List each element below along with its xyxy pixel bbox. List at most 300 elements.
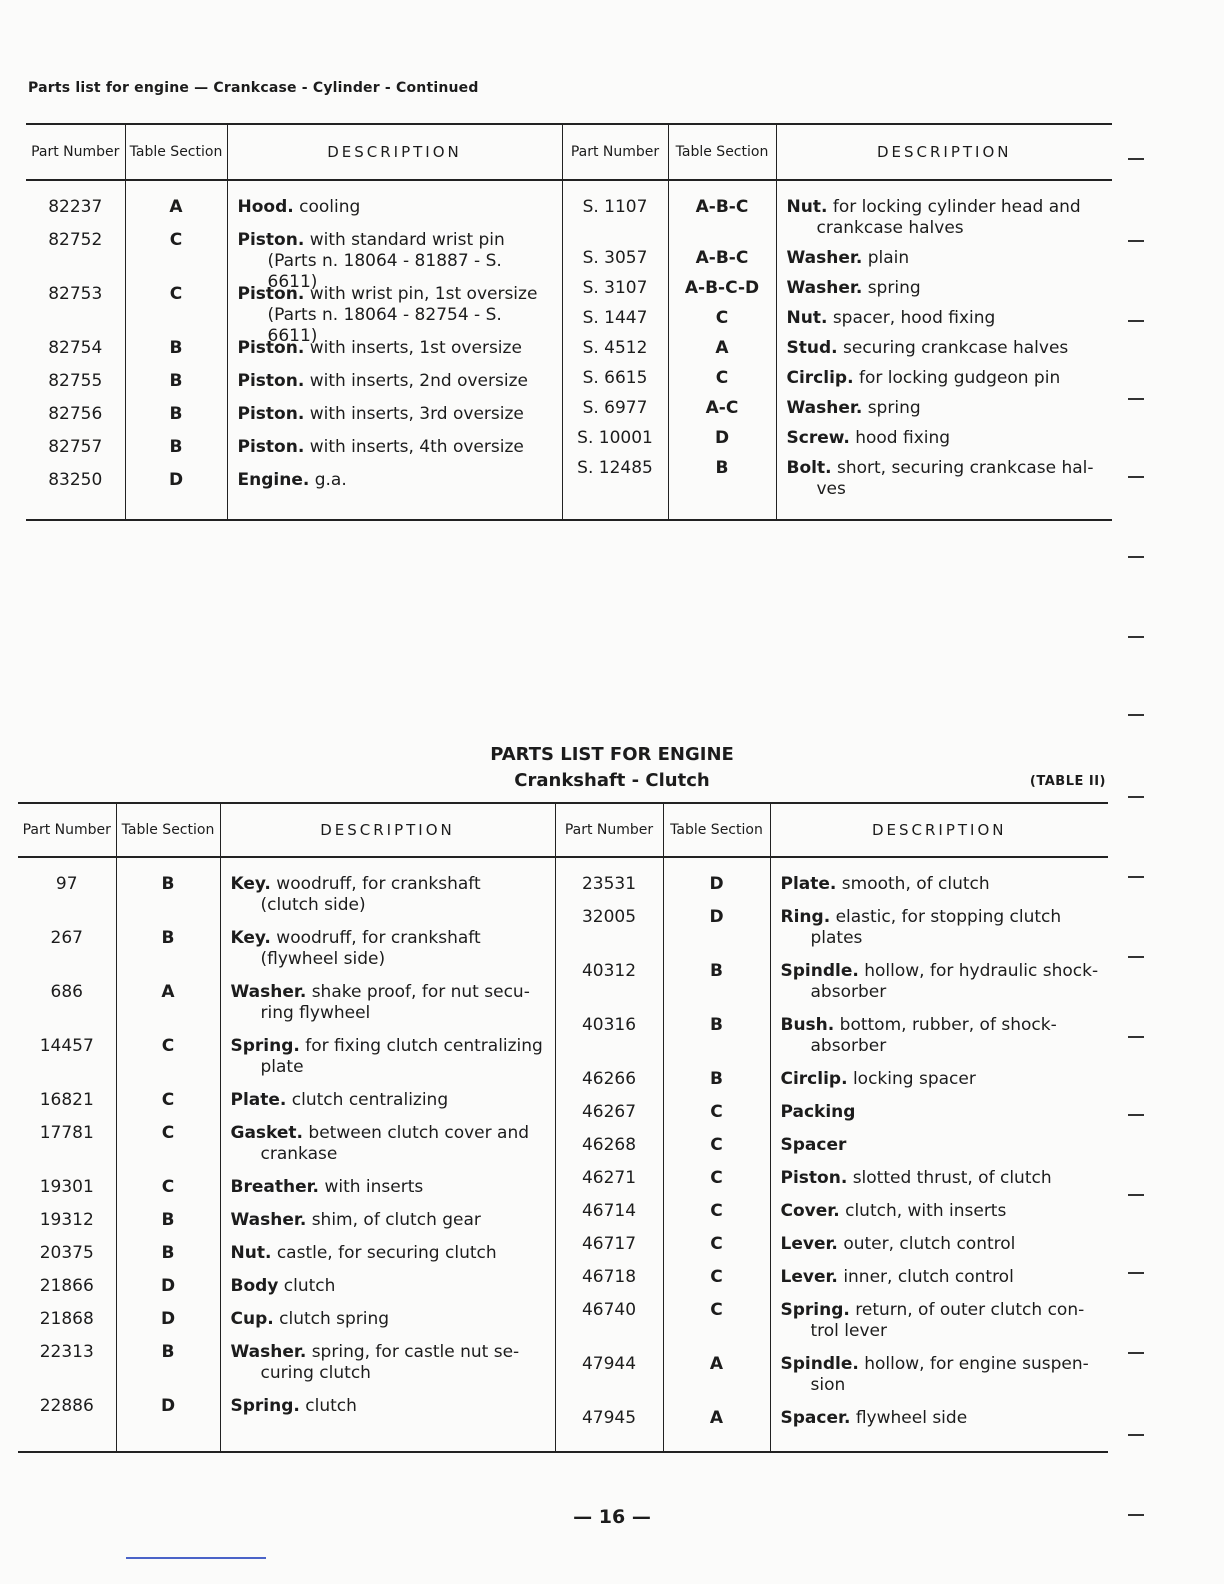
part-detail-continued: ring flywheel	[260, 1003, 371, 1023]
part-detail: woodruff, for crankshaft	[276, 874, 481, 894]
part-number-value: S. 1447	[582, 308, 648, 328]
description	[781, 874, 1103, 895]
column-header-part-number: Part Number	[562, 124, 668, 180]
part-number	[563, 338, 668, 359]
part-number	[563, 368, 668, 389]
part-name: Circlip.	[786, 368, 854, 388]
right-part-numbers	[562, 197, 668, 509]
table-section	[664, 1168, 770, 1189]
part-detail: with inserts, 2nd oversize	[309, 371, 528, 391]
part-detail: inner, clutch control	[843, 1267, 1014, 1287]
table-section	[664, 1015, 770, 1057]
description	[787, 368, 1107, 389]
part-detail-continued: sion	[810, 1375, 846, 1395]
description	[781, 907, 1103, 949]
part-name: Nut.	[786, 197, 828, 217]
part-number	[18, 1177, 116, 1198]
part-detail: short, securing crankcase hal-	[836, 458, 1094, 478]
part-number-value: S. 1107	[582, 197, 648, 217]
part-name: Spring.	[230, 1036, 300, 1056]
table-section-value: C	[715, 368, 729, 388]
table-section	[126, 338, 227, 359]
description	[787, 428, 1107, 449]
table-section	[117, 1090, 220, 1111]
part-number-value: 82757	[48, 437, 103, 457]
table-section-value: C	[710, 1135, 723, 1155]
part-detail-continued: crankase	[260, 1144, 338, 1164]
part-detail-continued: absorber	[810, 1036, 887, 1056]
part-number	[556, 961, 663, 1003]
part-number-value: 97	[55, 874, 78, 894]
table-section	[117, 1309, 220, 1330]
table-section-value: B	[715, 458, 729, 478]
table-section	[126, 470, 227, 491]
part-name: Washer.	[230, 1210, 307, 1230]
part-detail: flywheel side	[855, 1408, 968, 1428]
table-section-value: A	[709, 1354, 724, 1374]
part-number-value: 23531	[581, 874, 637, 894]
description	[237, 230, 556, 292]
left-table-sections	[116, 874, 220, 1441]
part-number	[556, 1168, 663, 1189]
part-number	[563, 428, 668, 449]
part-number-value: 21868	[39, 1309, 94, 1329]
table-section	[126, 197, 227, 218]
margin-tick	[1128, 1036, 1144, 1038]
part-number-value: 267	[50, 928, 83, 948]
part-number	[18, 1396, 116, 1417]
part-name: Screw.	[786, 428, 850, 448]
part-number-value: S. 12485	[577, 458, 653, 478]
part-name: Spindle.	[780, 1354, 859, 1374]
margin-tick	[1128, 398, 1144, 400]
description	[231, 982, 549, 1024]
description	[781, 1015, 1103, 1057]
description	[787, 308, 1107, 329]
margin-tick	[1128, 158, 1144, 160]
part-detail: clutch centralizing	[291, 1090, 449, 1110]
part-number	[18, 1123, 116, 1165]
part-number-value: S. 6615	[582, 368, 648, 388]
description	[781, 961, 1103, 1003]
description	[237, 284, 556, 346]
description	[781, 1354, 1103, 1396]
description	[787, 278, 1107, 299]
part-number	[556, 1102, 663, 1123]
table-section	[664, 1408, 770, 1429]
part-name: Piston.	[780, 1168, 848, 1188]
description	[781, 1300, 1103, 1342]
table-section-value: C	[715, 308, 729, 328]
part-name: Body	[230, 1276, 279, 1296]
part-number-value: 21866	[39, 1276, 94, 1296]
table-tag: (TABLE II)	[1029, 774, 1106, 789]
part-number-value: 82754	[48, 338, 103, 358]
description	[781, 1201, 1103, 1222]
table-section-value: D	[160, 1396, 176, 1416]
table-section	[117, 982, 220, 1024]
part-number-value: 82237	[48, 197, 103, 217]
part-detail: for locking cylinder head and	[832, 197, 1081, 217]
part-name: Piston.	[237, 404, 305, 424]
part-number	[18, 1243, 116, 1264]
table-section	[126, 437, 227, 458]
table-section-value: D	[160, 1276, 176, 1296]
part-name: Piston.	[237, 338, 305, 358]
part-number	[18, 1210, 116, 1231]
part-number-value: 22313	[39, 1342, 94, 1362]
table-section-value: B	[710, 961, 723, 981]
part-detail: spring, for castle nut se-	[311, 1342, 520, 1362]
table-section-value: B	[169, 404, 183, 424]
part-number-value: 46717	[581, 1234, 637, 1254]
margin-tick	[1128, 1114, 1144, 1116]
part-name: Ring.	[780, 907, 831, 927]
part-number-value: 82753	[48, 284, 103, 304]
part-detail-continued: plate	[260, 1057, 304, 1077]
part-number	[26, 338, 125, 359]
table-section-value: A-B-C-D	[684, 278, 760, 298]
description	[231, 1177, 549, 1198]
table-section	[669, 197, 776, 239]
table-section	[664, 1135, 770, 1156]
description	[238, 470, 556, 491]
part-number-value: 46271	[581, 1168, 637, 1188]
description	[781, 1069, 1103, 1090]
part-number	[18, 928, 116, 970]
table-section-value: B	[161, 1342, 175, 1362]
part-number	[26, 284, 125, 326]
margin-tick	[1128, 476, 1144, 478]
table-section	[669, 458, 776, 500]
table-section-value: D	[160, 1309, 176, 1329]
column-header-table-section: Table Section	[116, 803, 220, 857]
part-detail: with inserts, 4th oversize	[309, 437, 524, 457]
part-name: Stud.	[786, 338, 838, 358]
margin-tick	[1128, 320, 1144, 322]
part-number-value: 40312	[581, 961, 637, 981]
part-detail: hood fixing	[855, 428, 951, 448]
part-name: Spring.	[230, 1396, 300, 1416]
table-section	[117, 1396, 220, 1417]
part-detail: g.a.	[314, 470, 347, 490]
description	[231, 1396, 549, 1417]
part-name: Cup.	[230, 1309, 274, 1329]
section-title: PARTS LIST FOR ENGINE	[490, 744, 734, 765]
table-section	[126, 404, 227, 425]
part-number	[556, 1267, 663, 1288]
description	[231, 928, 549, 970]
part-number-value: 32005	[581, 907, 637, 927]
page-number: — 16 —	[573, 1506, 651, 1528]
part-name: Engine.	[237, 470, 310, 490]
part-detail-continued: curing clutch	[260, 1363, 371, 1383]
part-name: Hood.	[237, 197, 294, 217]
part-detail-continued: (Parts n. 18064 - 82754 - S. 6611)	[267, 305, 502, 346]
part-number	[26, 404, 125, 425]
part-name: Spindle.	[780, 961, 859, 981]
part-number	[563, 308, 668, 329]
table-section-value: D	[714, 428, 730, 448]
table-section	[126, 371, 227, 392]
part-number-value: S. 10001	[577, 428, 653, 448]
description	[781, 1408, 1103, 1429]
part-number	[563, 278, 668, 299]
description	[787, 398, 1107, 419]
table-section	[117, 1036, 220, 1078]
column-header-table-section: Table Section	[663, 803, 770, 857]
part-detail-continued: crankcase halves	[816, 218, 964, 238]
part-detail-continued: ves	[816, 479, 846, 499]
part-detail: shake proof, for nut secu-	[311, 982, 530, 1002]
part-detail: return, of outer clutch con-	[855, 1300, 1085, 1320]
part-detail: spring	[867, 278, 921, 298]
right-table-sections	[668, 197, 776, 509]
part-detail: spacer, hood fixing	[832, 308, 996, 328]
parts-table-crankcase-cylinder	[26, 123, 1112, 521]
margin-tick	[1128, 714, 1144, 716]
part-number-value: 46266	[581, 1069, 637, 1089]
part-number	[556, 1135, 663, 1156]
margin-tick	[1128, 240, 1144, 242]
part-number-value: 46718	[581, 1267, 637, 1287]
part-number-value: S. 3107	[582, 278, 648, 298]
right-part-numbers	[555, 874, 663, 1441]
column-header-table-section: Table Section	[668, 124, 776, 180]
left-part-numbers	[18, 874, 116, 1441]
part-name: Packing	[780, 1102, 856, 1122]
part-number	[563, 458, 668, 500]
part-detail: spring	[867, 398, 921, 418]
description	[781, 1267, 1103, 1288]
table-section	[664, 1354, 770, 1396]
table-section	[117, 1210, 220, 1231]
part-number-value: 82752	[48, 230, 103, 250]
description	[787, 197, 1107, 239]
part-number	[556, 1234, 663, 1255]
part-number-value: 16821	[39, 1090, 94, 1110]
column-header-part-number: Part Number	[26, 124, 125, 180]
part-detail: hollow, for engine suspen-	[864, 1354, 1089, 1374]
part-name: Key.	[230, 874, 271, 894]
margin-tick	[1128, 876, 1144, 878]
margin-tick	[1128, 636, 1144, 638]
part-name: Piston.	[237, 284, 305, 304]
part-number-value: 22886	[39, 1396, 94, 1416]
part-detail-continued: plates	[810, 928, 863, 948]
part-name: Spacer	[780, 1135, 847, 1155]
part-detail: castle, for securing clutch	[276, 1243, 497, 1263]
description	[781, 1102, 1103, 1123]
description	[787, 338, 1107, 359]
column-header-description: DESCRIPTION	[776, 124, 1112, 180]
description	[231, 1036, 549, 1078]
table-section	[669, 308, 776, 329]
part-number-value: 46714	[581, 1201, 637, 1221]
table-section-value: C	[710, 1267, 723, 1287]
part-number	[556, 1300, 663, 1342]
table-section	[664, 1201, 770, 1222]
part-number-value: 47944	[581, 1354, 637, 1374]
part-detail: clutch	[283, 1276, 336, 1296]
part-number	[26, 197, 125, 218]
table-section	[664, 907, 770, 949]
table-section-value: A	[169, 197, 183, 217]
table-section-value: B	[161, 928, 175, 948]
table-section	[669, 398, 776, 419]
table-section-value: B	[169, 338, 183, 358]
part-detail: outer, clutch control	[843, 1234, 1016, 1254]
table-section	[126, 284, 227, 326]
margin-tick	[1128, 796, 1144, 798]
part-number-value: 46268	[581, 1135, 637, 1155]
part-detail: bottom, rubber, of shock-	[839, 1015, 1057, 1035]
description	[238, 338, 556, 359]
part-name: Nut.	[230, 1243, 272, 1263]
description	[781, 1168, 1103, 1189]
part-name: Plate.	[230, 1090, 287, 1110]
part-detail: with standard wrist pin	[309, 230, 505, 250]
description	[238, 371, 556, 392]
table-section	[117, 1177, 220, 1198]
part-number-value: 83250	[48, 470, 103, 490]
table-section-value: C	[710, 1168, 723, 1188]
table-section-value: C	[710, 1300, 723, 1320]
description	[787, 248, 1107, 269]
part-detail-continued: (Parts n. 18064 - 81887 - S. 6611)	[267, 251, 502, 292]
part-detail: clutch spring	[279, 1309, 390, 1329]
part-detail: cooling	[299, 197, 361, 217]
table-section-value: A-B-C	[695, 248, 749, 268]
part-detail: with wrist pin, 1st oversize	[309, 284, 538, 304]
part-detail: for locking gudgeon pin	[858, 368, 1061, 388]
table-section	[664, 1300, 770, 1342]
part-detail: slotted thrust, of clutch	[852, 1168, 1052, 1188]
description	[231, 1342, 549, 1384]
part-name: Spring.	[780, 1300, 850, 1320]
part-detail: with inserts, 1st oversize	[309, 338, 522, 358]
part-name: Gasket.	[230, 1123, 304, 1143]
part-name: Nut.	[786, 308, 828, 328]
table-section	[664, 874, 770, 895]
description	[231, 1309, 549, 1330]
table-section-value: D	[168, 470, 184, 490]
description	[231, 1123, 549, 1165]
part-detail: with inserts	[324, 1177, 424, 1197]
part-number	[556, 1408, 663, 1429]
part-number-value: 17781	[39, 1123, 94, 1143]
description	[781, 1135, 1103, 1156]
part-name: Spacer.	[780, 1408, 851, 1428]
column-header-part-number: Part Number	[18, 803, 116, 857]
part-detail-continued: (clutch side)	[260, 895, 366, 915]
part-name: Piston.	[237, 437, 305, 457]
part-detail-continued: trol lever	[810, 1321, 887, 1341]
part-number-value: 82756	[48, 404, 103, 424]
description	[231, 874, 549, 916]
part-number	[563, 197, 668, 239]
table-section	[117, 1342, 220, 1384]
part-name: Cover.	[780, 1201, 840, 1221]
part-number-value: 686	[50, 982, 83, 1002]
part-name: Washer.	[230, 1342, 307, 1362]
part-name: Washer.	[230, 982, 307, 1002]
table-section-value: B	[710, 1069, 723, 1089]
table-section-value: A	[161, 982, 175, 1002]
column-header-part-number: Part Number	[555, 803, 663, 857]
table-section	[669, 278, 776, 299]
right-descriptions	[770, 874, 1108, 1441]
part-number-value: 82755	[48, 371, 103, 391]
part-detail: locking spacer	[852, 1069, 976, 1089]
column-header-description: DESCRIPTION	[220, 803, 555, 857]
table-section-value: C	[161, 1036, 175, 1056]
part-number	[26, 371, 125, 392]
part-number	[18, 1342, 116, 1384]
table-section-value: D	[709, 907, 724, 927]
part-detail: shim, of clutch gear	[311, 1210, 481, 1230]
part-detail: woodruff, for crankshaft	[276, 928, 481, 948]
bottom-rule	[126, 1557, 266, 1559]
table-section	[117, 1276, 220, 1297]
margin-tick	[1128, 1434, 1144, 1436]
part-number-value: 19312	[39, 1210, 94, 1230]
table-section	[664, 1069, 770, 1090]
part-name: Bolt.	[786, 458, 832, 478]
part-name: Bush.	[780, 1015, 835, 1035]
part-name: Lever.	[780, 1234, 838, 1254]
table-section	[664, 1102, 770, 1123]
part-name: Washer.	[786, 248, 863, 268]
table-section-value: A-B-C	[695, 197, 749, 217]
part-number-value: 46740	[581, 1300, 637, 1320]
part-detail: clutch	[305, 1396, 357, 1416]
left-part-numbers	[26, 197, 125, 509]
parts-table-crankshaft-clutch	[18, 802, 1108, 1453]
part-number-value: 40316	[581, 1015, 637, 1035]
table-section-value: D	[709, 874, 724, 894]
right-descriptions	[776, 197, 1112, 509]
part-name: Lever.	[780, 1267, 838, 1287]
table-section	[126, 230, 227, 272]
table-section-value: B	[169, 371, 183, 391]
description	[231, 1243, 549, 1264]
table-section-value: C	[710, 1201, 723, 1221]
part-number-value: S. 6977	[582, 398, 648, 418]
table-section	[664, 961, 770, 1003]
part-detail: plain	[867, 248, 910, 268]
part-number	[18, 982, 116, 1024]
table-section	[664, 1234, 770, 1255]
margin-tick	[1128, 556, 1144, 558]
table-section-value: C	[161, 1090, 175, 1110]
table-section-value: B	[710, 1015, 723, 1035]
table-section-value: C	[710, 1102, 723, 1122]
left-table-sections	[125, 197, 227, 509]
running-title: Parts list for engine — Crankcase - Cylinder - Continued	[28, 80, 479, 96]
description	[231, 1210, 549, 1231]
part-name: Breather.	[230, 1177, 320, 1197]
description	[787, 458, 1107, 500]
part-number-value: S. 4512	[582, 338, 648, 358]
column-header-description: DESCRIPTION	[770, 803, 1108, 857]
part-number-value: 19301	[39, 1177, 94, 1197]
part-detail: elastic, for stopping clutch	[835, 907, 1062, 927]
part-detail: between clutch cover and	[308, 1123, 530, 1143]
part-number	[556, 874, 663, 895]
part-detail-continued: (flywheel side)	[260, 949, 386, 969]
table-section-value: A	[709, 1408, 724, 1428]
